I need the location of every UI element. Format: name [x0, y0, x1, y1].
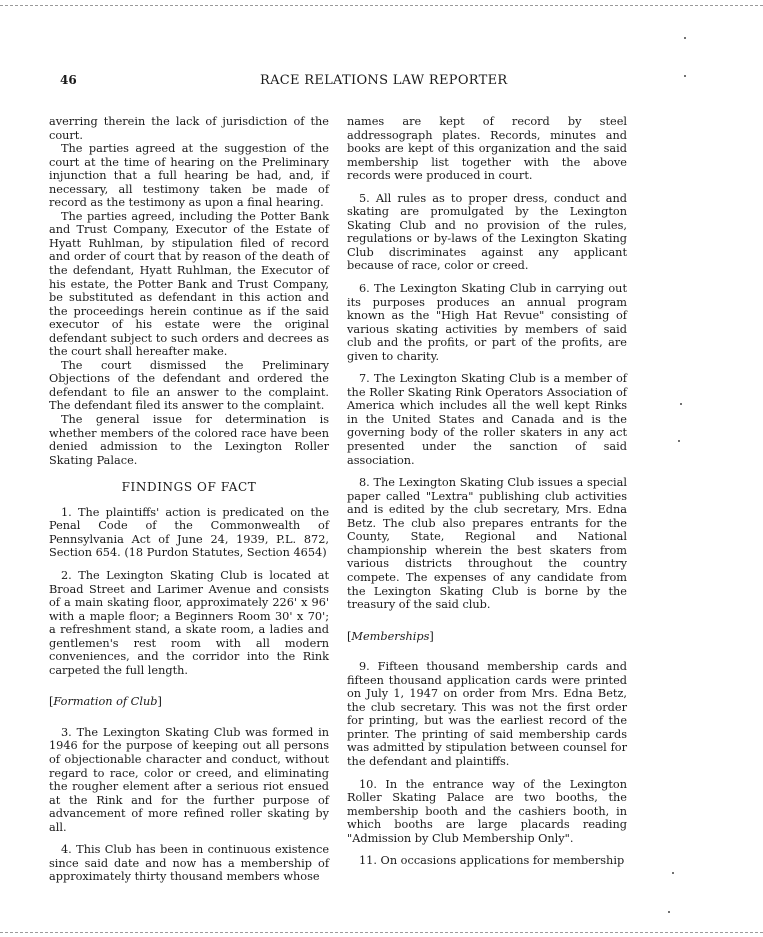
page-number: 46	[60, 73, 77, 87]
paragraph: averring therein the lack of jurisdiction of the court.	[49, 115, 329, 142]
paragraph: The parties agreed at the suggestion of the court at the time of hearing on the Preliminary injunction that a full hearing be had, and, if necessary, all testimony taken be made of record as the testimony as upon a final hearing.	[49, 142, 329, 210]
finding-7: 7. The Lexington Skating Club is a member of the Roller Skating Rink Operators Association of America which includes all the well kept Rinks in the United States and Canada and is the governing body of the roller skaters in any act presented under the sanction of said association.	[347, 372, 627, 467]
finding-5: 5. All rules as to proper dress, conduct and skating are promulgated by the Lexington Skating Club and no provision of the rules, regulations or by-laws of the Lexington Skating Club discriminates against any applicant because of race, color or creed.	[347, 191, 627, 273]
subheading-formation: [Formation of Club]	[49, 695, 162, 709]
right-column	[347, 115, 627, 868]
page-header	[60, 73, 700, 89]
finding-2: 2. The Lexington Skating Club is located at Broad Street and Larimer Avenue and consists of a main skating floor, approximately 226' x 96' with a maple floor; a Beginners Room 30' x 70'; a refreshment stand, a skate room, a ladies and gentlemen's rest room with all modern conveniences, and the corridor into the Rink carpeted the full length.	[49, 568, 329, 677]
finding-1: 1. The plaintiffs' action is predicated on the Penal Code of the Commonwealth of Pennsylvania Act of June 24, 1939, P.L. 872, Section 654. (18 Purdon Statutes, Section 4654)	[49, 505, 329, 560]
scan-speck	[672, 872, 674, 874]
paragraph: The parties agreed, including the Potter Bank and Trust Company, Executor of the Estate of Hyatt Ruhlman, by stipulation filed of record and order of court that by reason of the death of the defendant, Hyatt Ruhlman, the Executor of his estate, the Potter Bank and Trust Company, be substituted as defendant in this action and the proceedings herein continue as if the said executor of his estate were the original defendant subject to such orders and decrees as the court shall hereafter make.	[49, 209, 329, 359]
finding-9: 9. Fifteen thousand membership cards and fifteen thousand application cards were printed on July 1, 1947 on order from Mrs. Edna Betz, the club secretary. This was not the first order for printing, but was the earliest record of the printer. The printing of said membership cards was admitted by stipulation between counsel for the defendant and plaintiffs.	[347, 660, 627, 768]
paragraph: The court dismissed the Preliminary Objections of the defendant and ordered the defendant to file an answer to the complaint. The defendant filed its answer to the complaint.	[49, 358, 329, 413]
finding-4: 4. This Club has been in continuous existence since said date and now has a membership of approximately thirty thousand members whose	[49, 843, 329, 884]
bottom-scan-border	[0, 932, 763, 933]
left-column	[49, 115, 329, 884]
subheading-memberships: [Memberships]	[347, 629, 434, 643]
paragraph: names are kept of record by steel addressograph plates. Records, minutes and books are kept of this organization and the said membership list together with the above records were produced in court.	[347, 115, 627, 183]
scan-speck	[684, 75, 686, 77]
scan-speck	[668, 911, 670, 913]
scan-speck	[684, 37, 686, 39]
finding-10: 10. In the entrance way of the Lexington Roller Skating Palace are two booths, the membership booth and the cashiers booth, in which booths are large placards reading "Admission by Club Membership Only".	[347, 777, 627, 845]
scan-speck	[680, 403, 682, 405]
paragraph: The general issue for determination is whether members of the colored race have been denied admission to the Lexington Roller Skating Palace.	[49, 413, 329, 467]
finding-8: 8. The Lexington Skating Club issues a special paper called "Lextra" publishing club activities and is edited by the club secretary, Mrs. Edna Betz. The club also prepares entrants for the County, State, Regional and National championship wherein the best skaters from various districts throughout the country compete. The expenses of any candidate from the Lexington Skating Club is borne by the treasury of the said club.	[347, 476, 627, 612]
finding-6: 6. The Lexington Skating Club in carrying out its purposes produces an annual program known as the "High Hat Revue" consisting of various skating activities by members of said club and the profits, or part of the profits, are given to charity.	[347, 282, 627, 363]
finding-11: 11. On occasions applications for membership	[359, 854, 625, 868]
top-scan-border	[0, 5, 763, 6]
finding-3: 3. The Lexington Skating Club was formed in 1946 for the purpose of keeping out all persons of objectionable character and conduct, without regard to race, color or creed, and eliminating the rougher element after a serious riot ensued at the Rink and for the further purpose of advancement of more refined roller skating by all.	[49, 725, 329, 834]
scan-speck	[678, 440, 680, 442]
section-heading: FINDINGS OF FACT	[121, 480, 257, 495]
running-head: RACE RELATIONS LAW REPORTER	[260, 73, 508, 88]
